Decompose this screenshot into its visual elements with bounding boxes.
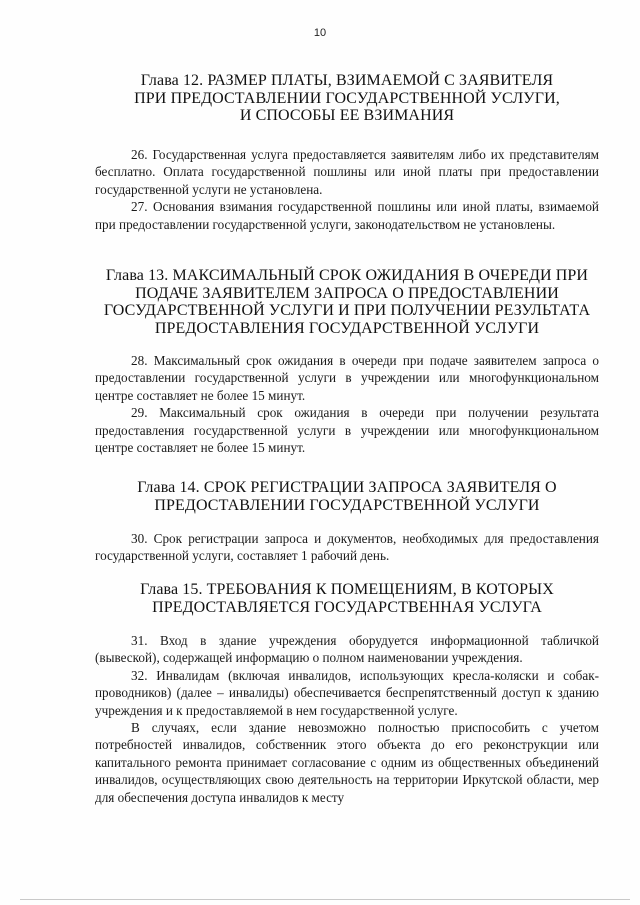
chapter-14-body [95, 530, 599, 565]
heading-line: Глава 14. СРОК РЕГИСТРАЦИИ ЗАПРОСА ЗАЯВИТЕЛЯ О [137, 479, 557, 496]
paragraph-30: 30. Срок регистрации запроса и документов, необходимых для предоставления государственной услуги, составляет 1 рабочий день. [95, 531, 599, 564]
page-bottom-edge [20, 899, 630, 900]
heading-line: ПРИ ПРЕДОСТАВЛЕНИИ ГОСУДАРСТВЕННОЙ УСЛУГИ, [134, 89, 560, 107]
heading-line: Глава 12. РАЗМЕР ПЛАТЫ, ВЗИМАЕМОЙ С ЗАЯВИТЕЛЯ [140, 72, 554, 89]
heading-line: ПРЕДОСТАВЛЕНИИ ГОСУДАРСТВЕННОЙ УСЛУГИ [154, 496, 540, 514]
chapter-15-heading [95, 581, 599, 616]
heading-line: ПРЕДОСТАВЛЕНИЯ ГОСУДАРСТВЕННОЙ УСЛУГИ [154, 319, 540, 337]
paragraph-32: 32. Инвалидам (включая инвалидов, использующих кресла-коляски и собак-проводников) (далее – инвалиды) обеспечивается беспрепятственный доступ к зданию учреждения и к предоставляемой в нем государственной услуге. [95, 667, 599, 718]
paragraph-29: 29. Максимальный срок ожидания в очереди при получении результата предоставления государственной услуги в учреждении или многофункциональном центре составляет не более 15 минут. [95, 405, 599, 456]
heading-line: Глава 13. МАКСИМАЛЬНЫЙ СРОК ОЖИДАНИЯ В ОЧЕРЕДИ ПРИ [105, 267, 589, 284]
chapter-14-heading [95, 479, 599, 514]
paragraph-27: 27. Основания взимания государственной пошлины или иной платы, взимаемой при предоставлении государственной услуги, законодательством не установлены. [95, 199, 599, 232]
heading-line: И СПОСОБЫ ЕЕ ВЗИМАНИЯ [239, 107, 455, 124]
paragraph-26: 26. Государственная услуга предоставляется заявителям либо их представителям бесплатно. Оплата государственной пошлины или иной платы при предоставлении государственной услуги не установлена. [95, 147, 599, 197]
heading-line: Глава 15. ТРЕБОВАНИЯ К ПОМЕЩЕНИЯМ, В КОТОРЫХ [140, 581, 554, 598]
paragraph-28: 28. Максимальный срок ожидания в очереди при подаче заявителем запроса о предоставлении государственной услуги в учреждении или многофункциональном центре составляет не более 15 минут. [95, 353, 599, 403]
chapter-12-body [95, 146, 599, 233]
paragraph-32-continued: В случаях, если здание невозможно полностью приспособить с учетом потребностей инвалидов, собственник этого объекта до его реконструкции или капитального ремонта принимает согласование с одним из общественных объединений инвалидов, осуществляющих свою деятельность на территории Иркутской области, мер для обеспечения доступа инвалидов к месту [95, 720, 599, 805]
chapter-13-body [95, 352, 599, 456]
page-number: 10 [313, 27, 327, 39]
heading-line: ПРЕДОСТАВЛЯЕТСЯ ГОСУДАРСТВЕННАЯ УСЛУГА [152, 598, 542, 616]
chapter-13-heading [95, 267, 599, 337]
chapter-15-body [95, 632, 599, 806]
heading-line: ГОСУДАРСТВЕННОЙ УСЛУГИ И ПРИ ПОЛУЧЕНИИ РЕЗУЛЬТАТА [103, 302, 591, 319]
heading-line: ПОДАЧЕ ЗАЯВИТЕЛЕМ ЗАПРОСА О ПРЕДОСТАВЛЕНИИ [135, 284, 559, 302]
chapter-12-heading [95, 72, 599, 125]
paragraph-31: 31. Вход в здание учреждения оборудуется информационной табличкой (вывеской), содержащей информацию о полном наименовании учреждения. [95, 633, 599, 666]
